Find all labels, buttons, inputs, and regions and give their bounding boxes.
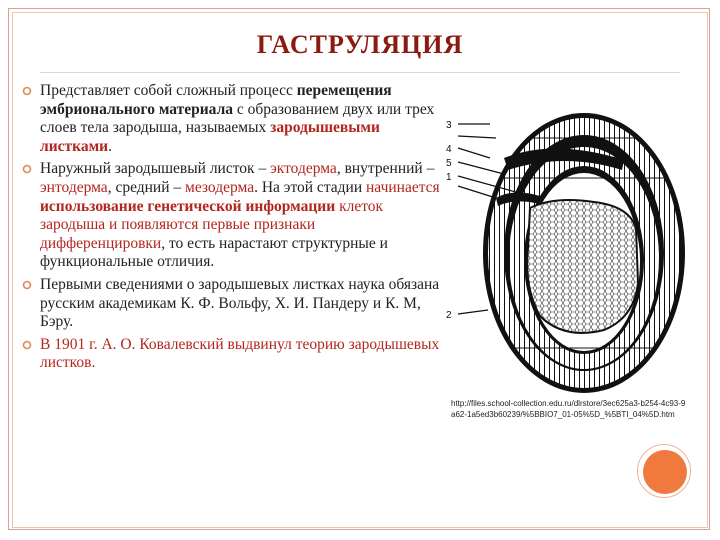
bullet-text-run: использование генетической информации xyxy=(40,197,336,215)
source-url[interactable]: http://files.school-collection.edu.ru/dlrstore/3ec625a3-b254-4c93-9a62-1a5ed3b60239/%5BBIO7_01-05%5D_%5BTI_04%5D.htm xyxy=(451,399,686,419)
ring-bullet-icon xyxy=(22,340,32,350)
bullet-text-run: . xyxy=(108,137,112,155)
title-divider xyxy=(40,72,680,73)
bullet-text-run: , средний – xyxy=(107,178,186,196)
bullet-item xyxy=(20,82,442,156)
bullet-item xyxy=(20,336,442,373)
bullet-text-run: начинается xyxy=(366,178,440,196)
figure-label-5: 5 xyxy=(446,158,452,169)
bullet-item xyxy=(20,276,442,332)
ring-bullet-icon xyxy=(22,86,32,96)
slide-title: ГАСТРУЛЯЦИЯ xyxy=(256,30,464,59)
figure-label-2: 2 xyxy=(446,310,452,321)
bullet-list xyxy=(20,82,442,377)
bullet-text-run: с образованием двух или трех слоев тела зародыша, называемых xyxy=(40,100,435,137)
bullet-text-run: Наружный зародышевый листок – xyxy=(40,160,271,178)
bullet-text-run: , то есть нарастают структурные и функциональные отличия. xyxy=(40,234,388,271)
figure-label-3: 3 xyxy=(446,120,452,131)
decor-circle xyxy=(643,450,687,494)
bullet-text-run: Первыми сведениями о зародышевых листках наука обязана русским академикам К. Ф. Вольфу, Х. И. Пандеру и К. М, Бэру. xyxy=(40,275,440,331)
bullet-text-run: . На этой стадии xyxy=(254,178,367,196)
bullet-text-run: зародышевыми листками xyxy=(40,119,380,155)
bullet-text-run: В 1901 г. А. О. Ковалевский выдвинул теорию зародышевых листков. xyxy=(40,335,440,372)
bullet-item xyxy=(20,160,442,272)
bullet-text-run: клеток зародыша и появляются первые признаки дифференцировки xyxy=(40,197,384,252)
bullet-text-run: , внутренний – xyxy=(336,160,435,178)
figure-label-1: 1 xyxy=(446,172,452,183)
gastrula-diagram xyxy=(444,78,690,396)
bullet-text-run: Представляет собой сложный процесс xyxy=(40,82,297,99)
bullet-text-run: мезодерма xyxy=(185,178,255,196)
ring-bullet-icon xyxy=(22,280,32,290)
bullet-text-run: энтодерма xyxy=(40,178,108,196)
figure-label-4: 4 xyxy=(446,144,452,155)
bullet-text-run: перемещения эмбрионального материала xyxy=(40,82,392,118)
bullet-text-run: эктодерма xyxy=(270,160,337,178)
ring-bullet-icon xyxy=(22,164,32,174)
